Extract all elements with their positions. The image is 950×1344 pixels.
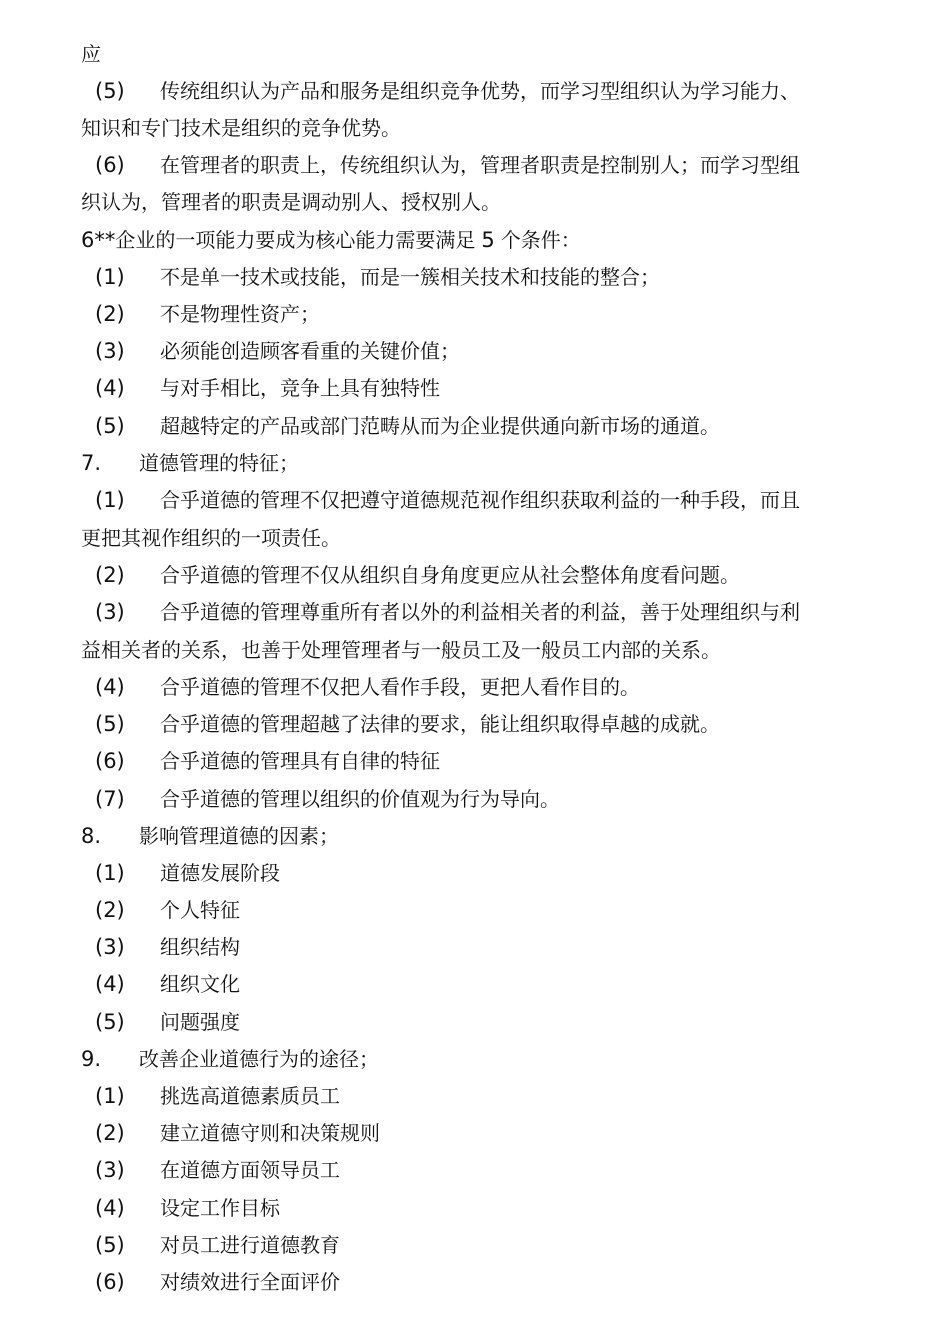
item-number: (2) [95,1121,125,1145]
item-number: (3) [95,1158,125,1182]
item-number: (6) [95,153,125,177]
section-title: 道德管理的特征； [139,451,299,475]
item-number: (5) [95,414,125,438]
item-number: (4) [95,376,125,400]
item-number: (1) [95,488,125,512]
item-text: 对绩效进行全面评价 [160,1270,340,1294]
section-title: 改善企业道德行为的途径； [139,1047,379,1071]
item-number: (5) [95,79,125,103]
item-number: (6) [95,1270,125,1294]
condition-count: 5 [481,228,495,252]
text-line [81,42,101,66]
text-line [95,712,720,736]
text-line [95,787,560,811]
item-text: 个人特征 [160,898,240,922]
text-line [95,935,240,959]
text-line [81,824,339,848]
text-line [95,302,320,326]
item-text: 道德发展阶段 [160,861,280,885]
text-line [95,972,240,996]
text-line [81,116,401,140]
item-number: (3) [95,600,125,624]
item-text: 设定工作目标 [160,1196,280,1220]
text-line [95,414,720,438]
item-number: (2) [95,563,125,587]
item-text: 合乎道德的管理超越了法律的要求，能让组织取得卓越的成就。 [160,712,720,736]
text-line [95,563,740,587]
text-line [81,451,299,475]
item-number: (4) [95,972,125,996]
item-number: (3) [95,935,125,959]
continuation-text: 织认为，管理者的职责是调动别人、授权别人。 [81,190,501,214]
text-line [81,1047,379,1071]
text-line [81,526,341,550]
item-text: 合乎道德的管理不仅从组织自身角度更应从社会整体角度看问题。 [160,563,740,587]
section-number: 8. [81,824,102,848]
text-line [95,1270,340,1294]
text-line [81,638,721,662]
text-line [95,1196,280,1220]
text-line [95,376,440,400]
section-title: 影响管理道德的因素； [139,824,339,848]
item-number: (2) [95,302,125,326]
continuation-text: 更把其视作组织的一项责任。 [81,526,341,550]
item-text: 必须能创造顾客看重的关键价值； [160,339,460,363]
text-line [95,79,800,103]
item-number: (1) [95,265,125,289]
continuation-text: 知识和专门技术是组织的竞争优势。 [81,116,401,140]
section-title-part: 企业的一项能力要成为核心能力需要满足 [115,228,476,252]
text-line [95,600,800,624]
text-line [95,339,460,363]
item-number: (4) [95,1196,125,1220]
item-text: 合乎道德的管理以组织的价值观为行为导向。 [160,787,560,811]
section-number: 9. [81,1047,102,1071]
item-number: (4) [95,675,125,699]
text-line [81,228,581,252]
item-text: 传统组织认为产品和服务是组织竞争优势，而学习型组织认为学习能力、 [160,79,800,103]
text-line [95,861,280,885]
item-text: 不是单一技术或技能，而是一簇相关技术和技能的整合； [160,265,660,289]
section-number: 7. [81,451,102,475]
text-line [95,749,440,773]
item-number: (1) [95,1084,125,1108]
item-text: 对员工进行道德教育 [160,1233,340,1257]
item-text: 问题强度 [160,1010,240,1034]
text-line [95,153,800,177]
item-text: 合乎道德的管理不仅把人看作手段，更把人看作目的。 [160,675,640,699]
text-line [95,898,240,922]
text-line [95,1010,240,1034]
item-text: 组织结构 [160,935,240,959]
item-number: (7) [95,787,125,811]
item-text: 挑选高道德素质员工 [160,1084,340,1108]
item-number: (3) [95,339,125,363]
item-text: 超越特定的产品或部门范畴从而为企业提供通向新市场的通道。 [160,414,720,438]
text-line [95,1084,340,1108]
item-text: 不是物理性资产； [160,302,320,326]
item-text: 合乎道德的管理尊重所有者以外的利益相关者的利益，善于处理组织与利 [160,600,800,624]
text-line [95,265,660,289]
continuation-text: 应 [81,42,101,66]
text-line [95,1233,340,1257]
item-text: 建立道德守则和决策规则 [160,1121,380,1145]
item-text: 组织文化 [160,972,240,996]
item-number: (5) [95,1233,125,1257]
text-line [95,1121,380,1145]
text-line [95,675,640,699]
item-text: 在管理者的职责上，传统组织认为，管理者职责是控制别人；而学习型组 [160,153,800,177]
item-text: 与对手相比，竞争上具有独特性 [160,376,440,400]
text-line [95,488,800,512]
item-text: 合乎道德的管理不仅把遵守道德规范视作组织获取利益的一种手段，而且 [160,488,800,512]
text-line [81,190,501,214]
item-number: (6) [95,749,125,773]
section-title-part: 个条件： [500,228,581,252]
continuation-text: 益相关者的关系，也善于处理管理者与一般员工及一般员工内部的关系。 [81,638,721,662]
item-number: (2) [95,898,125,922]
item-text: 合乎道德的管理具有自律的特征 [160,749,440,773]
item-number: (5) [95,712,125,736]
section-number: 6** [81,228,116,252]
item-text: 在道德方面领导员工 [160,1158,340,1182]
text-line [95,1158,340,1182]
item-number: (1) [95,861,125,885]
item-number: (5) [95,1010,125,1034]
